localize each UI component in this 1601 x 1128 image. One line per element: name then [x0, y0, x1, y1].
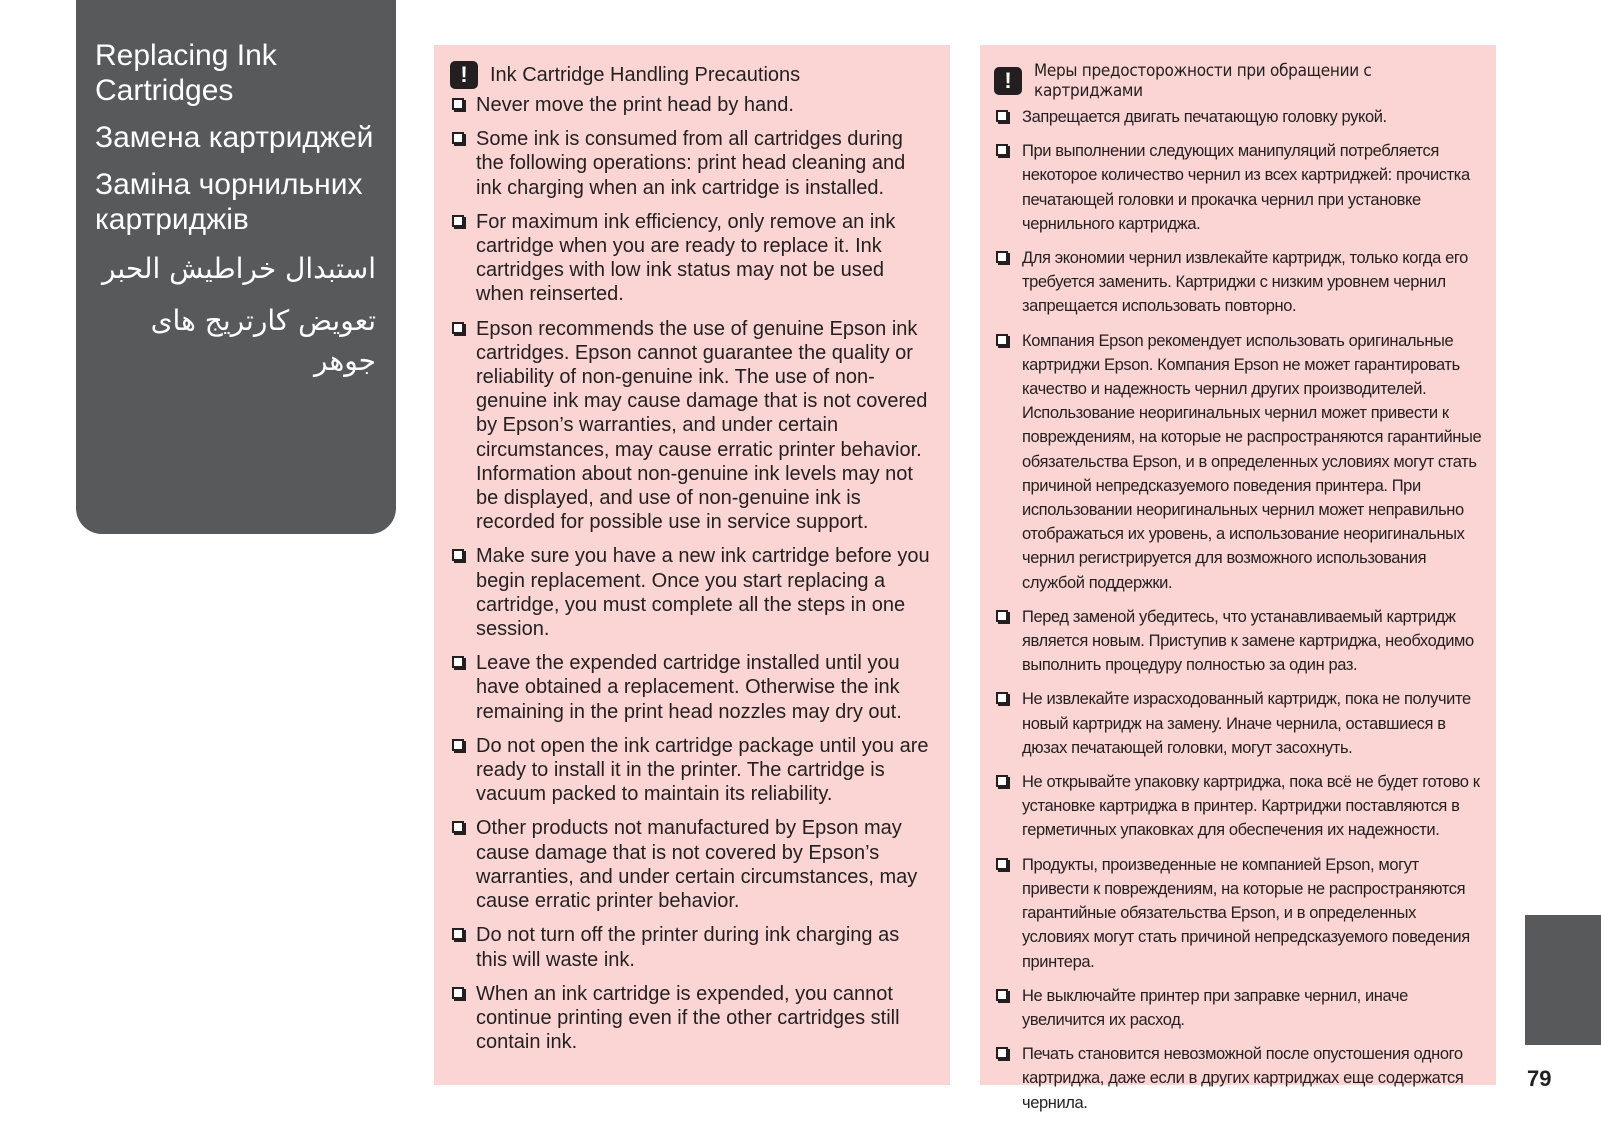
checkbox-bullet-icon — [452, 322, 464, 334]
checkbox-bullet-icon — [996, 144, 1008, 156]
checkbox-bullet-icon — [452, 549, 464, 561]
checkbox-bullet-icon — [996, 334, 1008, 346]
checkbox-bullet-icon — [996, 1047, 1008, 1059]
title-russian: Замена картриджей — [95, 121, 374, 154]
warning-icon: ! — [994, 67, 1022, 95]
list-item: Never move the print head by hand. — [450, 93, 932, 117]
list-item: При выполнении следующих манипуляций потребляется некоторое количество чернил из всех картриджей: прочистка печатающей головки и прокачка чернил при установке чернильного картриджа. — [994, 139, 1482, 236]
list-item: Для экономии чернил извлекайте картридж, только когда его требуется заменить. Картриджи с низким уровнем чернил запрещается использовать повторно. — [994, 246, 1482, 319]
precautions-list — [450, 93, 932, 1054]
list-item: For maximum ink efficiency, only remove an ink cartridge when you are ready to replace it. Ink cartridges with low ink status may not be used when reinserted. — [450, 210, 932, 307]
list-item: Продукты, произведенные не компанией Epson, могут привести к повреждениям, на которые не распространяются гарантийные обязательства Epson, и в определенных условиях могут стать причиной непредсказуемого поведения принтера. — [994, 853, 1482, 974]
warning-icon: ! — [450, 61, 478, 89]
precautions-box-russian — [980, 45, 1496, 1112]
list-item: When an ink cartridge is expended, you cannot continue printing even if the other cartridges still contain ink. — [450, 982, 932, 1055]
list-item: Не выключайте принтер при заправке чернил, иначе увеличится их расход. — [994, 984, 1482, 1032]
checkbox-bullet-icon — [452, 987, 464, 999]
precautions-list — [994, 105, 1482, 1115]
checkbox-bullet-icon — [452, 98, 464, 110]
section-title-panel — [76, 0, 396, 534]
list-item: Компания Epson рекомендует использовать оригинальные картриджи Epson. Компания Epson не может гарантировать качество и надежность чернил других производителей. Использование неоригинальных чернил может привести к повреждениям, на которые не распространяются гарантийные обязательства Epson, и в определенных условиях могут стать причиной непредсказуемого поведения принтера. При использовании неоригинальных чернил может неправильно отображаться их уровень, а использование неоригинальных чернил регистрируется для возможного использования службой поддержки. — [994, 329, 1482, 595]
checkbox-bullet-icon — [996, 610, 1008, 622]
precautions-box-english — [434, 45, 950, 1085]
checkbox-bullet-icon — [996, 251, 1008, 263]
precautions-heading — [994, 61, 1482, 101]
list-item: Перед заменой убедитесь, что устанавливаемый картридж является новым. Приступив к замене картриджа, необходимо выполнить процедуру полностью за один раз. — [994, 605, 1482, 678]
list-item: Epson recommends the use of genuine Epson ink cartridges. Epson cannot guarantee the quality or reliability of non-genuine ink. The use of non-genuine ink may cause damage that is not covered by Epson’s warranties, and under certain circumstances, may cause erratic printer behavior. Information about non-genuine ink levels may not be displayed, and use of non-genuine ink is recorded for possible use in service support. — [450, 317, 932, 535]
list-item: Leave the expended cartridge installed until you have obtained a replacement. Otherwise the ink remaining in the print head nozzles may dry out. — [450, 651, 932, 724]
list-item: Не извлекайте израсходованный картридж, пока не получите новый картридж на замену. Иначе чернила, оставшиеся в дюзах печатающей головки, могут засохнуть. — [994, 687, 1482, 760]
precautions-heading — [450, 61, 932, 89]
list-item: Some ink is consumed from all cartridges during the following operations: print head cleaning and ink charging when an ink cartridge is installed. — [450, 127, 932, 200]
checkbox-bullet-icon — [452, 928, 464, 940]
checkbox-bullet-icon — [452, 215, 464, 227]
checkbox-bullet-icon — [996, 989, 1008, 1001]
title-arabic: استبدال خراطيش الحبر — [101, 252, 376, 285]
title-ukrainian: Заміна чорнильних картриджів — [95, 168, 363, 236]
heading-text: Меры предосторожности при обращении с картриджами — [1034, 61, 1372, 101]
title-english: Replacing Ink Cartridges — [95, 39, 277, 107]
checkbox-bullet-icon — [996, 692, 1008, 704]
list-item: Make sure you have a new ink cartridge before you begin replacement. Once you start replacing a cartridge, you must complete all the steps in one session. — [450, 544, 932, 641]
checkbox-bullet-icon — [452, 821, 464, 833]
title-persian: تعویض کارتریج های جوهر — [150, 304, 376, 377]
heading-text: Ink Cartridge Handling Precautions — [490, 63, 801, 86]
list-item: Do not turn off the printer during ink charging as this will waste ink. — [450, 923, 932, 971]
list-item: Печать становится невозможной после опустошения одного картриджа, даже если в других картриджах еще содержатся чернила. — [994, 1042, 1482, 1115]
checkbox-bullet-icon — [996, 775, 1008, 787]
checkbox-bullet-icon — [452, 656, 464, 668]
list-item: Other products not manufactured by Epson may cause damage that is not covered by Epson’s warranties, and under certain circumstances, may cause erratic printer behavior. — [450, 816, 932, 913]
chapter-tab — [1525, 915, 1601, 1045]
list-item: Не открывайте упаковку картриджа, пока всё не будет готово к установке картриджа в принтер. Картриджи поставляются в герметичных упаковках для обеспечения их надежности. — [994, 770, 1482, 843]
page-number: 79 — [1527, 1066, 1552, 1091]
checkbox-bullet-icon — [996, 858, 1008, 870]
list-item: Do not open the ink cartridge package until you are ready to install it in the printer. The cartridge is vacuum packed to maintain its reliability. — [450, 734, 932, 807]
checkbox-bullet-icon — [452, 739, 464, 751]
list-item: Запрещается двигать печатающую головку рукой. — [994, 105, 1482, 129]
checkbox-bullet-icon — [996, 110, 1008, 122]
checkbox-bullet-icon — [452, 132, 464, 144]
